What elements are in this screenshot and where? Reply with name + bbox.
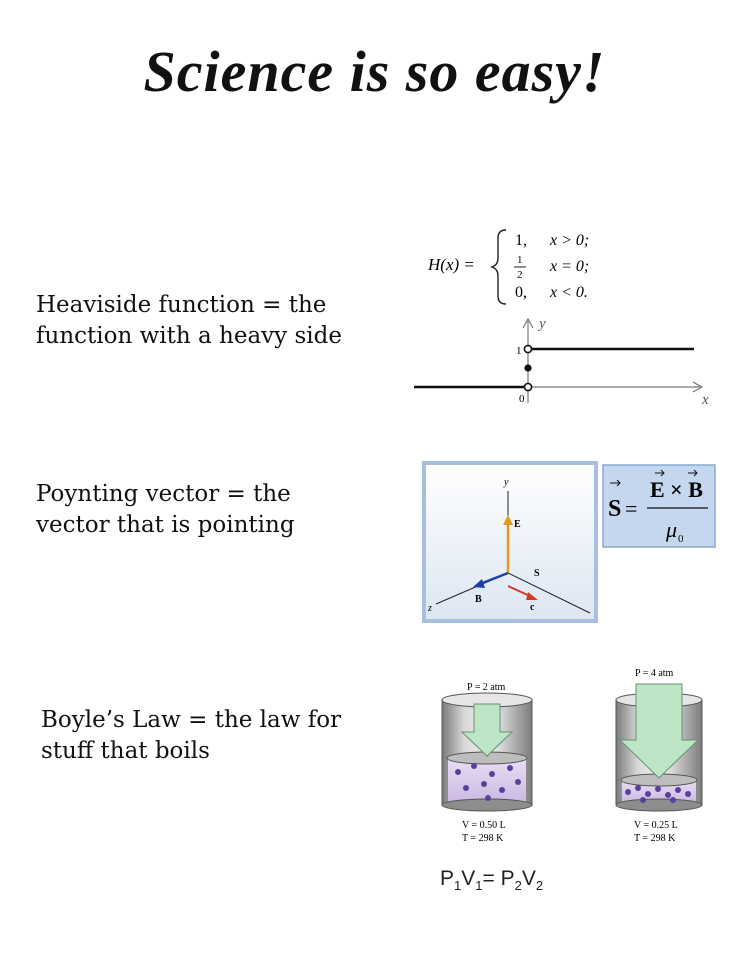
open-point-zero — [524, 383, 531, 390]
case2-den: 2 — [517, 269, 523, 281]
boyle-equation — [440, 867, 543, 893]
right-cylinder — [616, 668, 702, 844]
heaviside-lhs: H(x) = — [428, 255, 475, 274]
s-label: S — [534, 568, 540, 579]
poynting-caption — [36, 479, 295, 541]
left-cylinder — [442, 682, 532, 844]
eq-equals: = — [482, 867, 501, 890]
eq-p1: P — [440, 867, 455, 890]
left-volume: V = 0.50 L — [462, 820, 506, 831]
eq-p2: P — [500, 867, 515, 890]
formula-lhs: S — [608, 496, 622, 522]
right-cylinder-base — [616, 799, 702, 811]
formula-numerator: E × B — [650, 477, 703, 502]
poynting-caption-line1: Poynting vector = the — [36, 481, 291, 507]
eq-p2-sub: 2 — [514, 878, 522, 894]
case3-value: 0, — [515, 284, 527, 301]
case1-cond: x > 0; — [550, 232, 590, 249]
eq-v1: V — [461, 867, 476, 890]
tick-one-label: 1 — [516, 345, 522, 357]
case3-cond: x < 0. — [550, 284, 588, 301]
eq-v2: V — [521, 867, 536, 890]
e-label: E — [514, 519, 521, 530]
eq-v1-sub: 1 — [475, 878, 483, 894]
poynting-figure — [422, 461, 722, 626]
b-label: B — [475, 594, 482, 605]
poynting-caption-line2: vector that is pointing — [36, 512, 295, 538]
heaviside-figure — [410, 218, 720, 413]
z-axis-label: z — [428, 603, 432, 614]
eq-p1-sub: 1 — [454, 878, 462, 894]
formula-denominator-sub: 0 — [678, 533, 684, 545]
boyle-figure — [430, 660, 720, 855]
formula-denominator: μ — [666, 517, 678, 542]
poynting-panel — [424, 463, 596, 621]
open-point-one — [524, 345, 531, 352]
boyle-caption-line2: stuff that boils — [41, 738, 210, 764]
y-axis-label: y — [504, 477, 509, 488]
heaviside-caption-line2: function with a heavy side — [36, 323, 342, 349]
half-point — [524, 364, 531, 371]
left-temperature: T = 298 K — [462, 833, 504, 844]
left-pressure: P = 2 atm — [467, 682, 506, 693]
case2-num: 1 — [517, 254, 523, 266]
case1-value: 1, — [515, 232, 527, 249]
case2-cond: x = 0; — [550, 258, 590, 275]
y-axis-label: y — [539, 316, 546, 332]
heaviside-caption-line1: Heaviside function = the — [36, 292, 327, 318]
c-label: c — [530, 602, 535, 613]
slide-title: Science is so easy! — [143, 39, 606, 104]
x-axis-label: x — [702, 392, 709, 408]
boyle-caption — [41, 705, 341, 767]
heaviside-caption — [36, 290, 342, 352]
formula-equals: = — [625, 496, 638, 521]
right-temperature: T = 298 K — [634, 833, 676, 844]
tick-zero-label: 0 — [519, 393, 525, 405]
right-pressure: P = 4 atm — [635, 668, 674, 679]
boyle-caption-line1: Boyle’s Law = the law for — [41, 707, 342, 733]
right-volume: V = 0.25 L — [634, 820, 678, 831]
heaviside-brace — [492, 230, 506, 304]
eq-v2-sub: 2 — [535, 878, 544, 894]
